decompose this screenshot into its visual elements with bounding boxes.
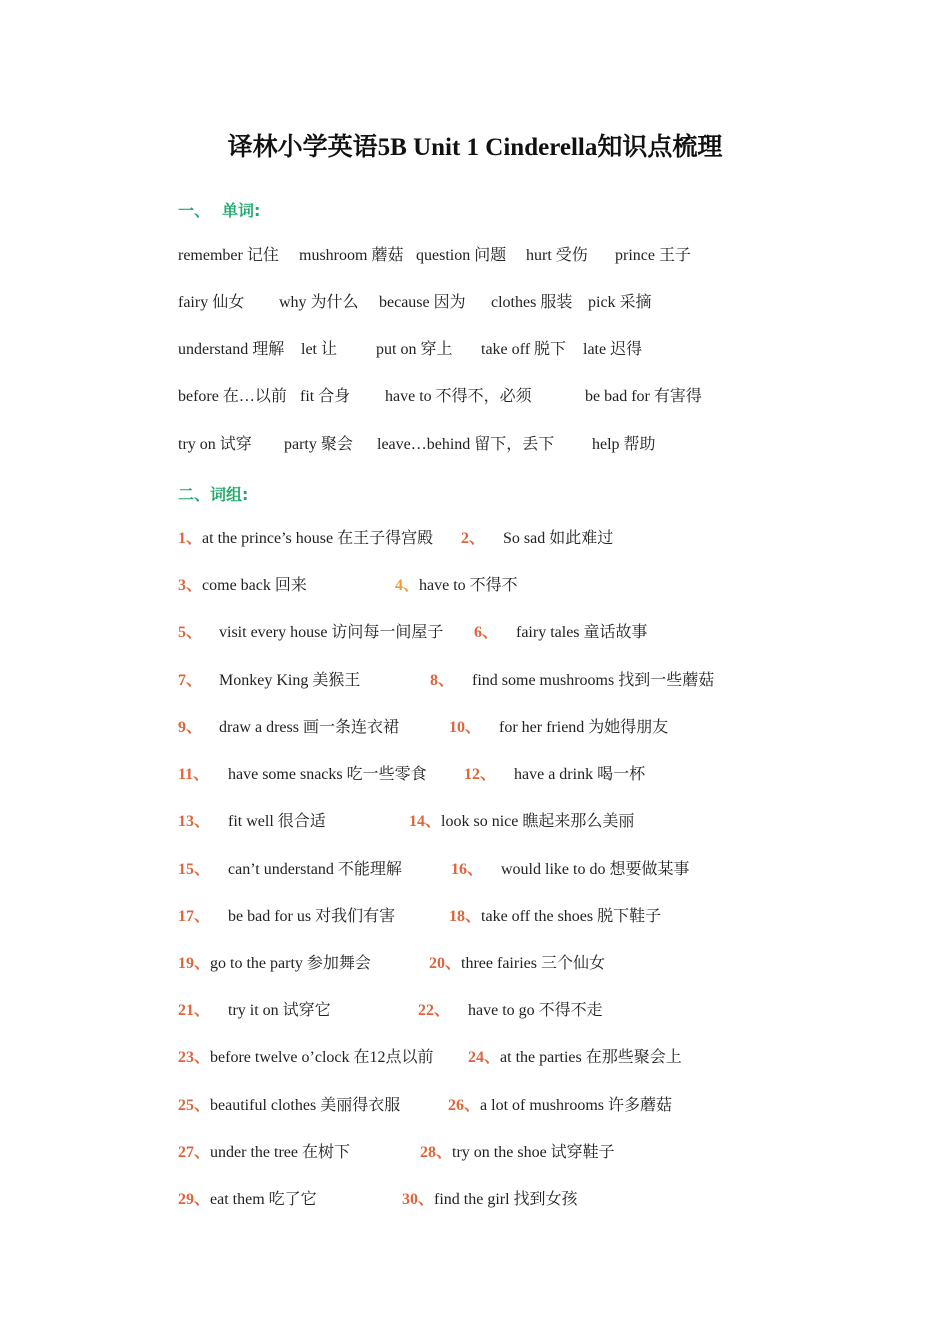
section-number: 一、 — [178, 201, 211, 220]
page-title: 译林小学英语5B Unit 1 Cinderella知识点梳理 — [227, 134, 723, 161]
word-item: try on 试穿 — [178, 436, 252, 453]
phrase-number: 4、 — [395, 577, 420, 594]
phrase-item — [418, 999, 603, 1023]
phrase-item — [449, 905, 661, 929]
phrase-text: fit well 很合适 — [228, 813, 326, 830]
phrase-item — [468, 1046, 682, 1070]
phrase-text: come back 回来 — [202, 577, 307, 594]
word-item: leave…behind 留下，丢下 — [377, 436, 555, 453]
phrase-text: have to go 不得不走 — [468, 1002, 603, 1019]
phrase-text: go to the party 参加舞会 — [210, 955, 371, 972]
phrase-item — [178, 1094, 400, 1118]
phrase-number: 17、 — [178, 908, 211, 925]
phrase-item — [448, 1094, 672, 1118]
phrase-text: have some snacks 吃一些零食 — [228, 766, 427, 783]
phrase-item — [395, 574, 518, 598]
phrase-number: 15、 — [178, 861, 211, 878]
phrase-item — [178, 999, 331, 1023]
phrase-number: 21、 — [178, 1002, 211, 1019]
word-item: be bad for 有害得 — [585, 388, 702, 405]
phrase-number: 16、 — [451, 861, 484, 878]
phrase-item — [178, 763, 427, 787]
phrase-text: at the parties 在那些聚会上 — [500, 1049, 682, 1066]
phrase-item — [178, 716, 399, 740]
phrase-number: 3、 — [178, 577, 203, 594]
word-item: put on 穿上 — [376, 341, 453, 358]
phrase-number: 9、 — [178, 719, 203, 736]
phrase-item — [178, 669, 360, 693]
phrase-number: 30、 — [402, 1191, 435, 1208]
phrase-text: would like to do 想要做某事 — [501, 861, 690, 878]
phrase-text: look so nice 瞧起来那么美丽 — [441, 813, 635, 830]
phrase-text: have a drink 喝一杯 — [514, 766, 646, 783]
phrase-text: for her friend 为她得朋友 — [499, 719, 669, 736]
section-heading-words — [178, 198, 260, 221]
phrase-text: visit every house 访问每一间屋子 — [219, 624, 444, 641]
phrase-text: So sad 如此难过 — [503, 530, 614, 547]
phrase-item — [409, 810, 634, 834]
phrase-number: 5、 — [178, 624, 203, 641]
section-heading-phrases: 二、词组: — [178, 485, 249, 504]
word-item: because 因为 — [379, 294, 466, 311]
phrase-number: 23、 — [178, 1049, 211, 1066]
phrase-item — [178, 905, 395, 929]
word-item: party 聚会 — [284, 436, 353, 453]
word-item: have to 不得不，必须 — [385, 388, 532, 405]
phrase-text: have to 不得不 — [419, 577, 518, 594]
phrase-item — [178, 858, 402, 882]
phrase-number: 26、 — [448, 1097, 481, 1114]
phrase-item — [178, 527, 433, 551]
word-item: let 让 — [301, 341, 337, 358]
word-item: before 在…以前 — [178, 388, 287, 405]
phrase-text: a lot of mushrooms 许多蘑菇 — [480, 1097, 673, 1114]
word-item: fairy 仙女 — [178, 294, 245, 311]
section-label: 单词: — [222, 201, 261, 220]
phrase-text: fairy tales 童话故事 — [516, 624, 648, 641]
phrase-item — [474, 621, 648, 645]
phrase-number: 2、 — [461, 530, 486, 547]
word-item: why 为什么 — [279, 294, 359, 311]
phrase-text: draw a dress 画一条连衣裙 — [219, 719, 399, 736]
phrase-item — [178, 1141, 350, 1165]
phrase-item — [429, 952, 605, 976]
phrase-item — [178, 810, 326, 834]
phrase-text: under the tree 在树下 — [210, 1144, 350, 1161]
word-item: understand 理解 — [178, 341, 285, 358]
phrase-item — [178, 621, 443, 645]
word-item: prince 王子 — [615, 247, 691, 264]
phrase-number: 7、 — [178, 672, 203, 689]
phrase-text: find some mushrooms 找到一些蘑菇 — [472, 672, 715, 689]
phrase-item — [461, 527, 613, 551]
phrase-text: Monkey King 美猴王 — [219, 672, 361, 689]
phrase-number: 6、 — [474, 624, 499, 641]
phrase-number: 18、 — [449, 908, 482, 925]
phrase-item — [178, 574, 307, 598]
phrase-text: be bad for us 对我们有害 — [228, 908, 396, 925]
phrase-number: 29、 — [178, 1191, 211, 1208]
phrase-number: 25、 — [178, 1097, 211, 1114]
phrase-item — [464, 763, 645, 787]
word-item: mushroom 蘑菇 — [299, 247, 404, 264]
phrase-number: 12、 — [464, 766, 497, 783]
word-item: hurt 受伤 — [526, 247, 588, 264]
phrase-text: try it on 试穿它 — [228, 1002, 331, 1019]
phrase-item — [178, 952, 371, 976]
phrase-number: 14、 — [409, 813, 442, 830]
phrase-number: 11、 — [178, 766, 210, 783]
phrase-text: eat them 吃了它 — [210, 1191, 317, 1208]
phrase-text: before twelve o’clock 在12点以前 — [210, 1049, 434, 1066]
phrase-item — [178, 1046, 434, 1070]
word-item: late 迟得 — [583, 341, 643, 358]
phrase-item — [449, 716, 668, 740]
word-item: remember 记住 — [178, 247, 279, 264]
phrase-text: three fairies 三个仙女 — [461, 955, 605, 972]
phrase-number: 24、 — [468, 1049, 501, 1066]
phrase-number: 8、 — [430, 672, 455, 689]
word-item: help 帮助 — [592, 436, 656, 453]
word-item: pick 采摘 — [588, 294, 652, 311]
phrase-text: try on the shoe 试穿鞋子 — [452, 1144, 615, 1161]
phrase-number: 19、 — [178, 955, 211, 972]
phrase-item — [420, 1141, 615, 1165]
phrase-number: 22、 — [418, 1002, 451, 1019]
word-item: fit 合身 — [300, 388, 351, 405]
phrase-number: 28、 — [420, 1144, 453, 1161]
phrase-text: can’t understand 不能理解 — [228, 861, 402, 878]
phrase-item — [430, 669, 714, 693]
phrase-number: 27、 — [178, 1144, 211, 1161]
phrase-text: at the prince’s house 在王子得宫殿 — [202, 530, 434, 547]
phrase-number: 1、 — [178, 530, 203, 547]
word-item: take off 脱下 — [481, 341, 567, 358]
phrase-item — [178, 1188, 317, 1212]
phrase-item — [451, 858, 689, 882]
phrase-text: take off the shoes 脱下鞋子 — [481, 908, 662, 925]
phrase-number: 10、 — [449, 719, 482, 736]
phrase-number: 20、 — [429, 955, 462, 972]
word-item: question 问题 — [416, 247, 507, 264]
word-item: clothes 服装 — [491, 294, 573, 311]
phrase-number: 13、 — [178, 813, 211, 830]
phrase-text: beautiful clothes 美丽得衣服 — [210, 1097, 401, 1114]
phrase-text: find the girl 找到女孩 — [434, 1191, 578, 1208]
phrase-item — [402, 1188, 578, 1212]
